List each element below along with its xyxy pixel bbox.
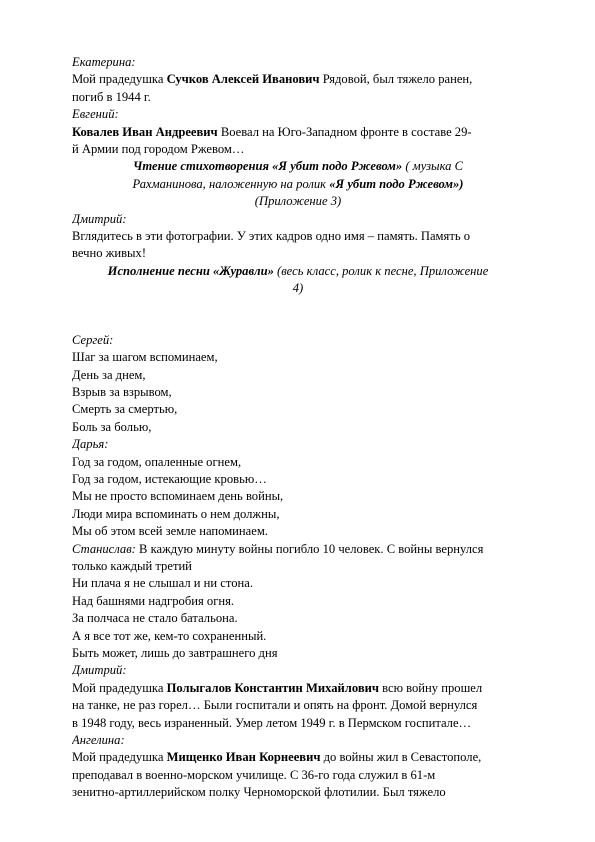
text-span: Рахманинова, наложенную на ролик [132,176,330,191]
document-page [72,54,524,802]
poem-line: Над башнями надгробия огня. [72,593,235,608]
paragraph-line [72,124,524,141]
text-span: Рядовой, был тяжело ранен, [319,72,473,87]
paragraph-line: вечно живых! [72,246,147,261]
speaker-angelina: Ангелина: [72,733,125,748]
person-name: Сучков Алексей Иванович [166,72,320,87]
spacer [72,298,524,332]
person-name: Полыгалов Константин Михайлович [166,680,379,695]
text-span: (весь класс, ролик к песне, Приложение [273,263,489,278]
paragraph-line [72,71,524,88]
poem-line: Люди мира вспоминать о нем должны, [72,506,280,521]
speaker-dmitriy: Дмитрий: [72,211,127,226]
poem-line: Смерть за смертью, [72,402,178,417]
poem-line: Год за годом, опаленные огнем, [72,454,242,469]
text-span: до войны жил в Севастополе, [320,750,482,765]
stage-direction-line [72,263,524,280]
paragraph-line: зенитно-артиллерийском полку Черноморской флотилии. Был тяжело [72,785,446,800]
person-name: Ковалев Иван Андреевич [72,124,218,139]
text-span: Мой прадедушка [72,680,167,695]
stage-direction-line: 4) [292,281,304,296]
speaker-ekaterina: Екатерина: [72,55,136,69]
poem-line: Мы не просто вспоминаем день войны, [72,489,284,504]
speaker-sergey: Сергей: [72,332,114,347]
speaker-darya: Дарья: [72,437,109,452]
paragraph-line: й Армии под городом Ржевом… [72,142,245,157]
stage-direction-line [72,158,524,175]
poem-line: Мы об этом всей земле напоминаем. [72,524,268,539]
poem-line: Боль за болью, [72,419,152,434]
poem-line: Взрыв за взрывом, [72,384,172,399]
person-name: Мищенко Иван Корнеевич [166,750,321,765]
paragraph-line [72,541,524,558]
text-span: ( музыка С [402,159,464,174]
poem-line: День за днем, [72,367,146,382]
paragraph-line [72,749,524,766]
poem-line: только каждый третий [72,558,192,573]
speaker-evgeniy: Евгений: [72,107,119,122]
poem-line: Год за годом, истекающие кровью… [72,471,267,486]
text-span: Воевал на Юго-Западном фронте в составе 29- [217,124,472,139]
stage-direction-title: «Я убит подо Ржевом») [329,176,464,191]
poem-line: Шаг за шагом вспоминаем, [72,350,218,365]
speaker-dmitriy: Дмитрий: [72,663,127,678]
speaker-stanislav: Станислав: [72,541,136,556]
text-span: В каждую минуту войны погибло 10 человек. С войны вернулся [135,541,484,556]
text-span: всю войну прошел [378,680,483,695]
poem-line: А я все тот же, кем-то сохраненный. [72,628,267,643]
poem-line: За полчаса не стало батальона. [72,611,238,626]
stage-direction-line: (Приложение 3) [254,194,342,209]
paragraph-line: Вглядитесь в эти фотографии. У этих кадров одно имя – память. Память о [72,229,471,244]
text-span: Мой прадедушка [72,72,167,87]
paragraph-line: в 1948 году, весь израненный. Умер летом 1949 г. в Пермском госпитале… [72,715,472,730]
paragraph-line: погиб в 1944 г. [72,89,151,104]
stage-direction-title: Исполнение песни «Журавли» [107,263,274,278]
stage-direction-line [72,176,524,193]
paragraph-line: преподавал в военно-морском училище. С 36-го года служил в 61-м [72,767,436,782]
paragraph-line: на танке, не раз горел… Были госпитали и опять на фронт. Домой вернулся [72,698,478,713]
text-span: Мой прадедушка [72,750,167,765]
stage-direction-title: Чтение стихотворения «Я убит подо Ржевом» [132,159,403,174]
poem-line: Ни плача я не слышал и ни стона. [72,576,253,591]
paragraph-line [72,680,524,697]
poem-line: Быть может, лишь до завтрашнего дня [72,646,278,660]
